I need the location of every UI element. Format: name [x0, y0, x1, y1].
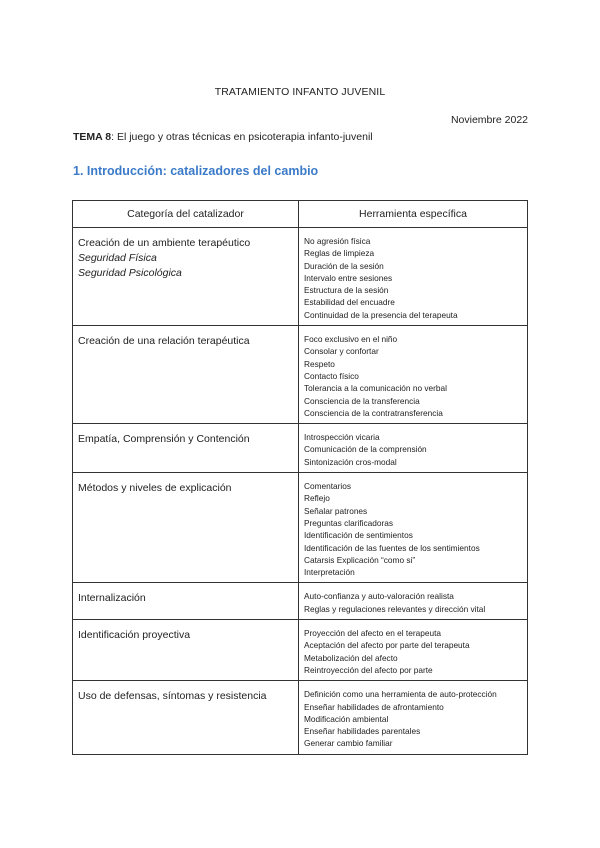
topic-text: : El juego y otras técnicas en psicoterapia infanto-juvenil — [111, 131, 373, 143]
table-row — [73, 620, 528, 681]
tool-item: Sintonización cros-modal — [304, 456, 397, 467]
tool-item: Consciencia de la transferencia — [304, 395, 420, 406]
tool-item: Identificación de sentimientos — [304, 530, 413, 541]
catalyst-table — [72, 200, 528, 755]
tool-item: Enseñar habilidades de afrontamiento — [304, 701, 444, 712]
tool-item: Catarsis Explicación “como si” — [304, 554, 416, 565]
tool-cell — [299, 424, 528, 473]
category-cell — [73, 681, 299, 754]
tool-item: Definición como una herramienta de auto-protección — [304, 689, 497, 700]
category-label: Internalización — [78, 592, 146, 605]
document-date: Noviembre 2022 — [450, 114, 528, 126]
tool-item: Duración de la sesión — [304, 260, 384, 271]
tool-cell — [299, 681, 528, 754]
category-cell — [73, 620, 299, 681]
tool-cell — [299, 473, 528, 583]
table-row — [73, 473, 528, 583]
category-label: Identificación proyectiva — [78, 629, 191, 642]
tool-item: No agresión física — [304, 236, 371, 246]
tool-item: Señalar patrones — [304, 505, 368, 516]
category-cell — [73, 228, 299, 326]
tool-item: Aceptación del afecto por parte del terapeuta — [304, 640, 470, 651]
subcategory-label: Seguridad Psicológica — [78, 267, 182, 279]
tool-item: Auto-confianza y auto-valoración realista — [304, 591, 454, 602]
column-header-category: Categoría del catalizador — [73, 201, 299, 228]
category-label: Métodos y niveles de explicación — [78, 482, 232, 495]
tool-item: Estabilidad del encuadre — [304, 297, 395, 308]
category-cell — [73, 326, 299, 424]
tool-cell — [299, 620, 528, 681]
category-cell — [73, 424, 299, 473]
table-row — [73, 681, 528, 754]
tool-item: Preguntas clarificadoras — [304, 517, 394, 528]
category-label: Creación de una relación terapéutica — [78, 335, 250, 348]
topic-line — [73, 131, 373, 143]
tool-item: Respeto — [304, 358, 335, 369]
tool-item: Proyección del afecto en el terapeuta — [304, 628, 441, 639]
table-row — [73, 424, 528, 473]
tool-item: Comunicación de la comprensión — [304, 444, 427, 455]
column-header-tool: Herramienta específica — [299, 201, 528, 228]
tool-item: Enseñar habilidades parentales — [304, 726, 421, 737]
table-row — [73, 228, 528, 326]
table-body — [73, 228, 528, 755]
tool-item: Generar cambio familiar — [304, 738, 393, 749]
tool-item: Estructura de la sesión — [304, 285, 389, 296]
tool-item: Metabolización del afecto — [304, 652, 398, 663]
tool-item: Comentarios — [304, 481, 352, 492]
category-label: Creación de un ambiente terapéutico — [78, 237, 251, 249]
tool-cell — [299, 326, 528, 424]
category-cell — [73, 473, 299, 583]
tool-item: Intervalo entre sesiones — [304, 272, 393, 283]
tool-item: Consolar y confortar — [304, 346, 379, 357]
category-label: Uso de defensas, síntomas y resistencia — [78, 690, 267, 703]
tool-item: Contacto físico — [304, 370, 359, 381]
tool-item: Consciencia de la contratransferencia — [304, 407, 443, 418]
tool-cell — [299, 583, 528, 620]
tool-item: Tolerancia a la comunicación no verbal — [304, 383, 447, 394]
document-title: TRATAMIENTO INFANTO JUVENIL — [214, 86, 386, 98]
tool-item: Continuidad de la presencia del terapeuta — [304, 309, 458, 320]
category-label: Empatía, Comprensión y Contención — [78, 433, 250, 446]
tool-item: Reintroyección del afecto por parte — [304, 664, 433, 675]
section-heading: 1. Introducción: catalizadores del cambio — [73, 164, 319, 178]
table-row — [73, 583, 528, 620]
topic-label: TEMA 8 — [73, 131, 112, 143]
tool-cell — [299, 228, 528, 326]
table-row — [73, 326, 528, 424]
tool-item: Reglas de limpieza — [304, 248, 375, 259]
tool-item: Interpretación — [304, 567, 355, 578]
category-cell — [73, 583, 299, 620]
subcategory-label: Seguridad Física — [78, 252, 157, 264]
tool-item: Reflejo — [304, 493, 330, 504]
tool-item: Foco exclusivo en el niño — [304, 334, 398, 345]
table-header-row — [73, 201, 528, 228]
tool-item: Reglas y regulaciones relevantes y dirección vital — [304, 603, 486, 614]
tool-item: Identificación de las fuentes de los sentimientos — [304, 542, 480, 553]
tool-item: Introspección vicaria — [304, 432, 380, 443]
tool-item: Modificación ambiental — [304, 713, 389, 724]
